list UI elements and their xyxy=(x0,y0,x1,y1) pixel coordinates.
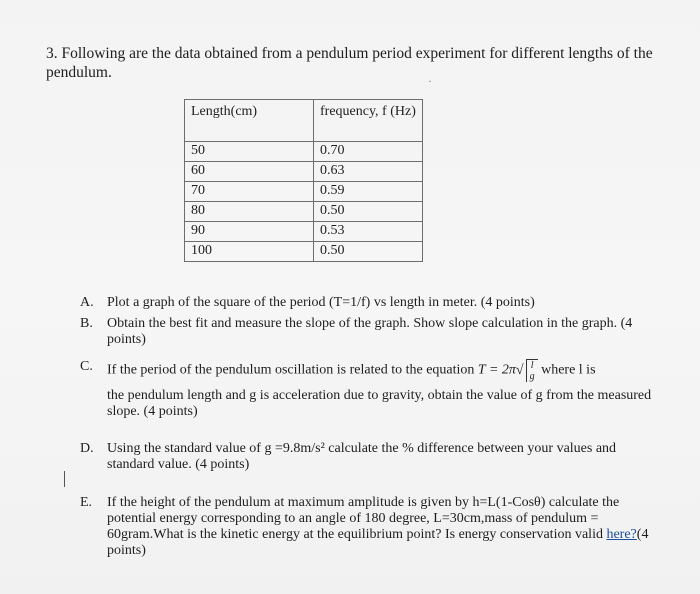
part-c-text-before: If the period of the pendulum oscillation is related to the equation xyxy=(107,362,475,378)
table-row xyxy=(185,202,423,222)
part-b xyxy=(80,316,655,348)
frequency-cell: 0.53 xyxy=(314,222,423,242)
equation-numerator: l xyxy=(530,360,534,371)
part-e xyxy=(80,495,655,559)
frequency-cell: 0.63 xyxy=(314,162,423,182)
text-cursor xyxy=(64,471,65,487)
length-cell: 60 xyxy=(185,162,314,182)
part-a xyxy=(80,295,655,311)
header-frequency: frequency, f (Hz) xyxy=(314,100,423,142)
frequency-cell: 0.59 xyxy=(314,182,423,202)
table-row xyxy=(185,222,423,242)
equation-denominator: g xyxy=(529,371,535,382)
part-d xyxy=(80,441,655,473)
part-b-label: B. xyxy=(80,316,93,331)
stray-mark: · xyxy=(428,74,432,88)
part-a-text: Plot a graph of the square of the period (T=1/f) vs length in meter. (4 points) xyxy=(107,295,535,310)
equation-fraction xyxy=(526,359,538,382)
frequency-cell: 0.50 xyxy=(314,242,423,262)
length-cell: 50 xyxy=(185,142,314,162)
table-row xyxy=(185,242,423,262)
table-header-row xyxy=(185,100,423,142)
header-length: Length(cm) xyxy=(185,100,314,142)
part-a-label: A. xyxy=(80,295,94,310)
equation-lhs: T = 2π xyxy=(477,362,516,378)
part-c xyxy=(80,359,655,420)
part-e-text: If the height of the pendulum at maximum amplitude is given by h=L(1-Cosθ) calculate the potential energy corresponding to an angle of 180 degree, L=30cm,mass of pendulum = 60gram.What is the kinetic energy at the equilibrium point? Is energy conservation valid xyxy=(107,495,620,542)
part-c-label: C. xyxy=(80,359,93,374)
part-c-text-after: where l is xyxy=(541,362,596,378)
table-row xyxy=(185,182,423,202)
part-e-tail: (4 points) xyxy=(107,527,649,558)
length-cell: 80 xyxy=(185,202,314,222)
table-row xyxy=(185,142,423,162)
part-d-label: D. xyxy=(80,441,94,456)
table-row xyxy=(185,162,423,182)
part-e-body xyxy=(107,495,655,559)
data-table xyxy=(184,99,423,262)
part-c-text-rest: the pendulum length and g is acceleration due to gravity, obtain the value of g from the measured slope. (4 points) xyxy=(107,388,652,419)
frequency-cell: 0.50 xyxy=(314,202,423,222)
length-cell: 100 xyxy=(185,242,314,262)
part-d-text: Using the standard value of g =9.8m/s² calculate the % difference between your values and standard value. (4 points) xyxy=(107,441,617,472)
sqrt-symbol: √ xyxy=(515,362,524,378)
question-text: 3. Following are the data obtained from a pendulum period experiment for different lengths of the pendulum. xyxy=(46,45,653,81)
length-cell: 70 xyxy=(185,182,314,202)
length-cell: 90 xyxy=(185,222,314,242)
part-b-text: Obtain the best fit and measure the slope of the graph. Show slope calculation in the graph. (4 points) xyxy=(107,316,633,347)
here-link[interactable]: here? xyxy=(606,527,637,542)
part-c-body xyxy=(107,359,655,420)
part-e-label: E. xyxy=(80,495,93,510)
frequency-cell: 0.70 xyxy=(314,142,423,162)
